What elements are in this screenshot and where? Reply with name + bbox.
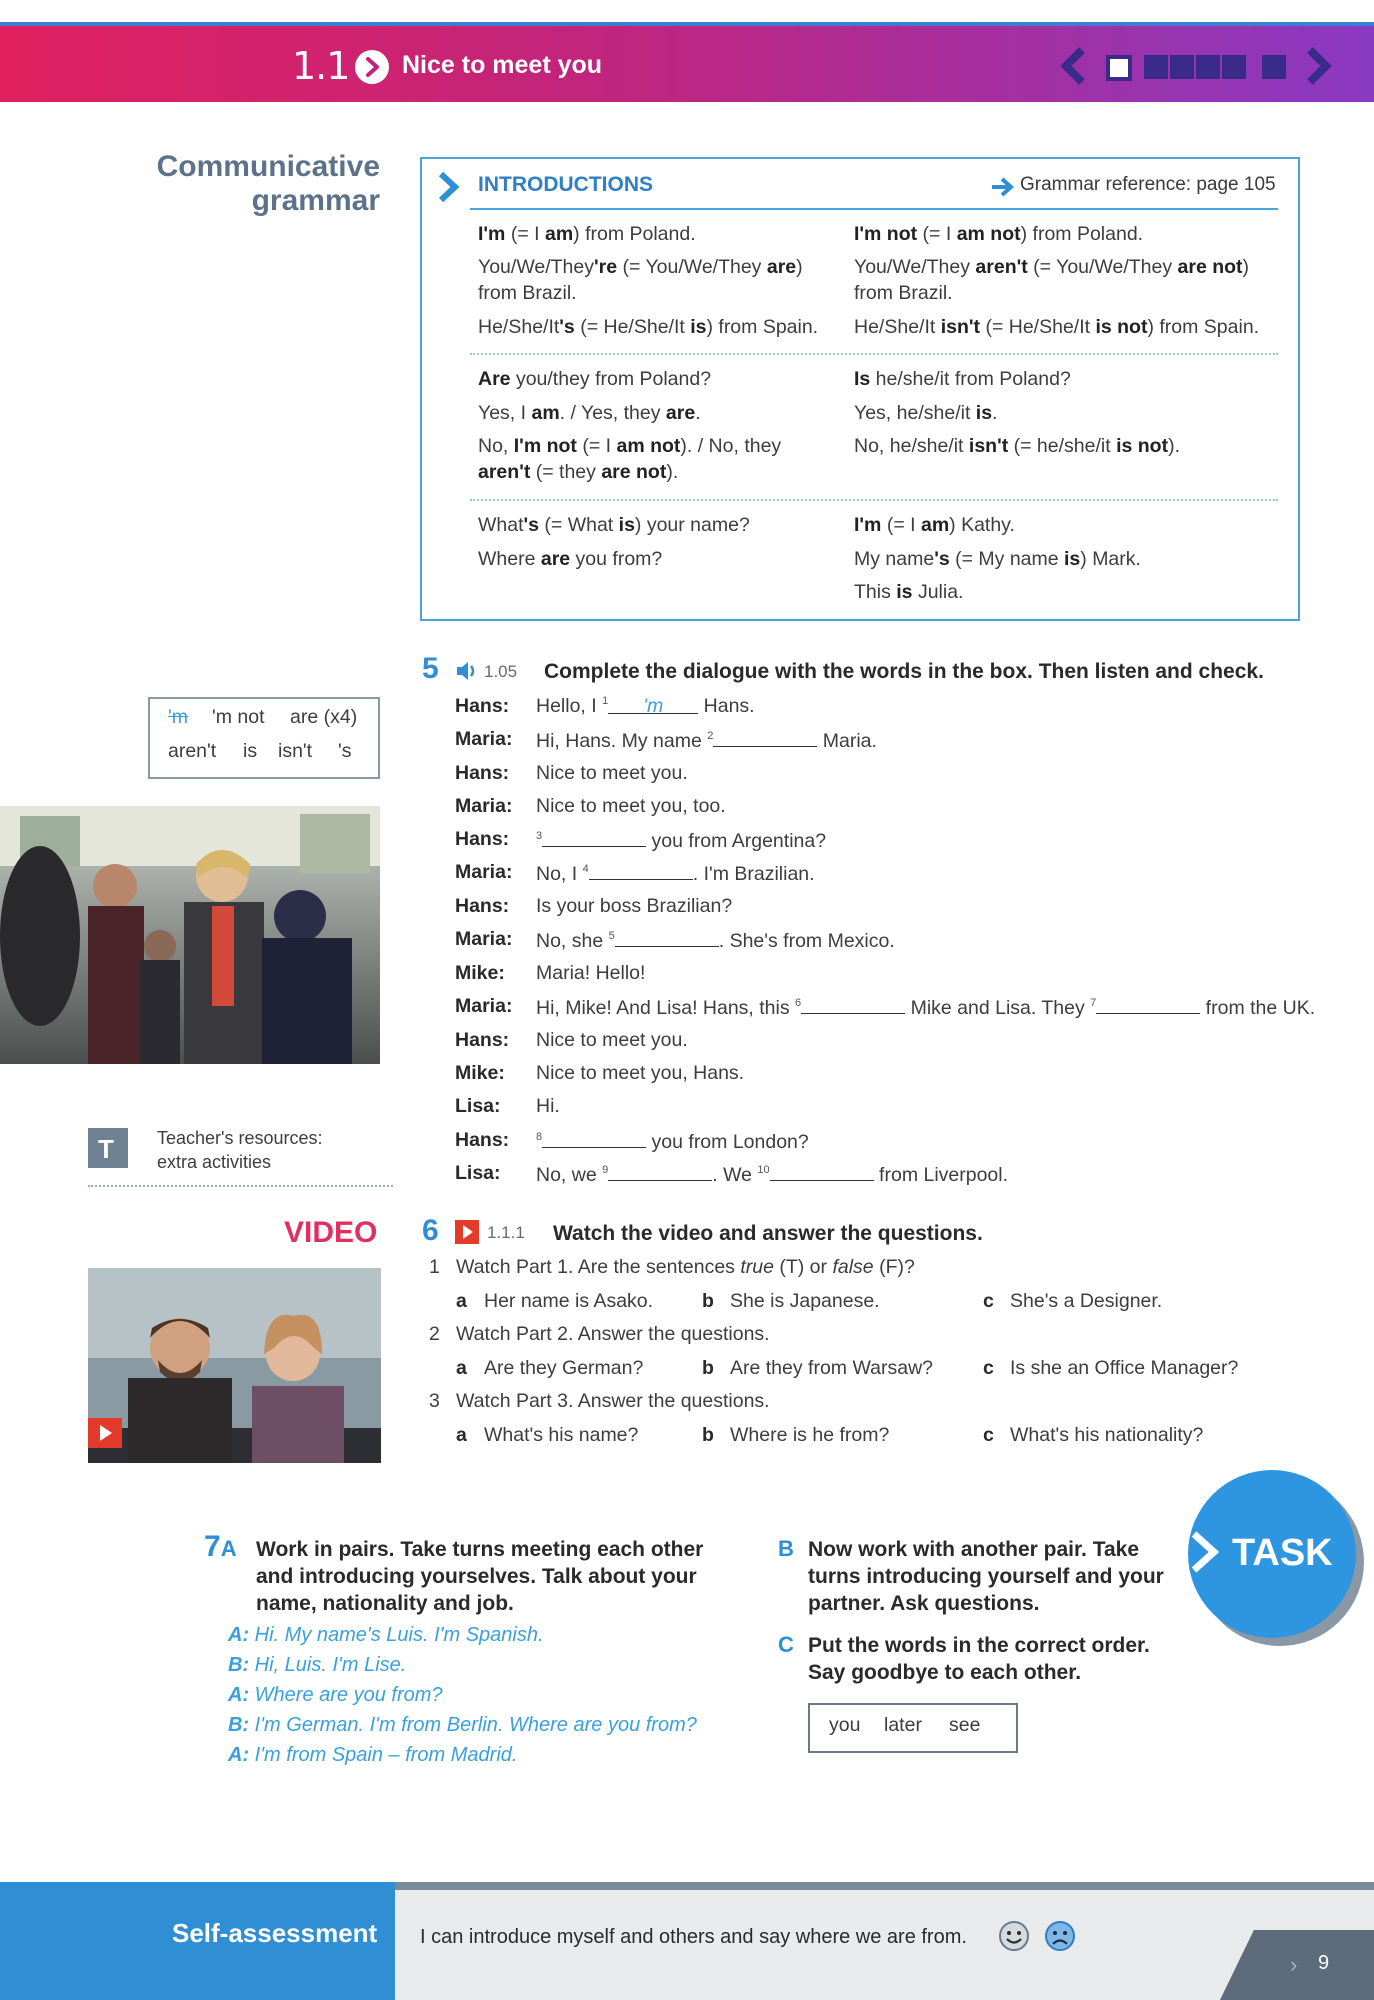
dialogue-speaker: Hans: [455, 895, 510, 917]
exercise-number [204, 1530, 237, 1564]
question-text: Watch Part 2. Answer the questions. [456, 1323, 770, 1345]
grammar-line: Where are you from? [478, 548, 663, 570]
word-box-item-used: 'm [168, 706, 188, 728]
arrow-right-icon [990, 176, 1016, 203]
exercise-7b-instruction: Now work with another pair. Take turns introducing yourself and your partner. Ask questions. [808, 1538, 1164, 1615]
exercise-instruction: Complete the dialogue with the words in the box. Then listen and check. [544, 660, 1264, 683]
item-letter: b [702, 1357, 714, 1379]
dialogue-speaker: Maria: [455, 861, 513, 883]
item-letter: a [456, 1424, 467, 1446]
grammar-line: I'm (= I am) Kathy. [854, 514, 1015, 536]
dialogue-line: Nice to meet you, too. [536, 795, 726, 817]
chevron-right-icon [436, 170, 464, 209]
word-order-item: you [829, 1714, 861, 1736]
dialogue-line: No, we $^9$ . We $^{10}$ from Liverpool. [536, 1164, 1009, 1186]
dialogue-speaker: Hans: [455, 1029, 510, 1051]
dialogue-line: $^3$ you from Argentina? [536, 830, 827, 852]
lesson-progress-step[interactable] [1262, 55, 1286, 79]
grammar-line: What's (= What is) your name? [478, 514, 750, 536]
lesson-progress-step[interactable] [1144, 55, 1168, 79]
grammar-line: Is he/she/it from Poland? [854, 368, 1071, 390]
grammar-line: I'm not (= I am not) from Poland. [854, 223, 1144, 245]
item-text: She's a Designer. [1010, 1290, 1163, 1312]
dialogue-speaker: Lisa: [455, 1095, 501, 1117]
video-label: VIDEO [284, 1216, 378, 1249]
lesson-progress-current[interactable] [1106, 55, 1132, 81]
teacher-resources-icon[interactable] [88, 1128, 128, 1168]
word-order-item: see [949, 1714, 981, 1736]
chevron-right-icon[interactable]: › [1290, 1952, 1298, 1977]
word-box-item: 's [338, 740, 352, 762]
footer-top-line [395, 1882, 1374, 1890]
grammar-reference-link[interactable]: Grammar reference: page 105 [1020, 174, 1276, 195]
dialogue-line: No, I $^4$ . I'm Brazilian. [536, 863, 815, 885]
grammar-line: You/We/They aren't (= You/We/They are not) from Brazil. [854, 256, 1250, 304]
model-text: I'm from Spain – from Madrid. [254, 1744, 518, 1766]
item-letter: c [983, 1290, 994, 1312]
word-box-item: is [243, 740, 258, 762]
dialogue-speaker: Hans: [455, 1129, 510, 1151]
lesson-number: 1.1 [292, 44, 350, 88]
office-people-photo [0, 806, 380, 1064]
grammar-line: Are you/they from Poland? [478, 368, 712, 390]
audio-icon[interactable] [454, 658, 480, 689]
task-badge-label: TASK [1232, 1532, 1333, 1574]
grammar-line: Yes, I am. / Yes, they are. [478, 402, 701, 424]
item-letter: c [983, 1424, 994, 1446]
dialogue-line: Maria! Hello! [536, 962, 646, 984]
item-text: Are they German? [484, 1357, 644, 1379]
exercise-number: 5 [422, 652, 439, 685]
header-top-line [0, 22, 1374, 26]
grammar-line: No, he/she/it isn't (= he/she/it is not). [854, 435, 1180, 457]
item-letter: a [456, 1290, 467, 1312]
dialogue-speaker: Maria: [455, 995, 513, 1017]
chevron-right-icon [1188, 1530, 1222, 1579]
frown-icon[interactable] [1044, 1920, 1076, 1957]
grammar-line: My name's (= My name is) Mark. [854, 548, 1141, 570]
question-number: 2 [429, 1323, 440, 1345]
item-letter: a [456, 1357, 467, 1379]
word-box-item: aren't [168, 740, 217, 762]
item-text: What's his nationality? [1010, 1424, 1204, 1446]
lesson-title: Nice to meet you [402, 51, 603, 79]
grammar-box-title: INTRODUCTIONS [478, 173, 653, 196]
dialogue-speaker: Mike: [455, 962, 505, 984]
chevron-right-icon [355, 50, 389, 84]
svg-text:T: T [98, 1134, 114, 1164]
word-box-item: isn't [278, 740, 313, 762]
dialogue-line: Hi, Hans. My name $^2$ Maria. [536, 730, 877, 752]
dialogue-line: Nice to meet you. [536, 762, 688, 784]
video-play-icon[interactable] [88, 1418, 122, 1448]
model-text: Where are you from? [254, 1684, 443, 1706]
item-text: Is she an Office Manager? [1010, 1357, 1239, 1379]
grammar-line: You/We/They're (= You/We/They are) from Brazil. [478, 256, 803, 304]
dotted-divider [470, 353, 1278, 355]
dialogue-speaker: Hans: [455, 695, 510, 717]
dialogue-line: Hi. [536, 1095, 560, 1117]
question-text: Watch Part 3. Answer the questions. [456, 1390, 770, 1412]
dialogue-speaker: Hans: [455, 828, 510, 850]
dialogue-line: Nice to meet you, Hans. [536, 1062, 745, 1084]
self-assessment-label: Self-assessment [172, 1918, 378, 1948]
item-letter: b [702, 1424, 714, 1446]
dotted-divider [470, 499, 1278, 501]
dialogue-speaker: Maria: [455, 728, 513, 750]
exercise-number-digit: 7 [204, 1530, 221, 1563]
self-assessment-statement: I can introduce myself and others and say where we are from. [420, 1926, 967, 1948]
item-text: She is Japanese. [730, 1290, 880, 1312]
video-clip-number: 1.1.1 [487, 1223, 525, 1242]
model-dialogue-line [228, 1744, 517, 1767]
nav-prev-icon[interactable] [1058, 46, 1088, 91]
audio-track-number: 1.05 [484, 662, 518, 681]
teacher-resources-label[interactable]: Teacher's resources: extra activities [157, 1128, 323, 1172]
model-speaker: A: [228, 1684, 250, 1706]
grammar-line: I'm (= I am) from Poland. [478, 223, 696, 245]
lesson-progress-step[interactable] [1222, 55, 1246, 79]
dialogue-speaker: Lisa: [455, 1162, 501, 1184]
question-number: 1 [429, 1256, 440, 1278]
item-text: Are they from Warsaw? [730, 1357, 933, 1379]
model-text: Hi, Luis. I'm Lise. [254, 1654, 407, 1676]
nav-next-icon[interactable] [1304, 46, 1334, 91]
section-title: Communicative grammar [156, 150, 380, 217]
word-box-item: are (x4) [290, 706, 358, 728]
smile-icon[interactable] [998, 1920, 1030, 1957]
model-text: I'm German. I'm from Berlin. Where are you from? [254, 1714, 697, 1736]
exercise-instruction: Watch the video and answer the questions. [553, 1222, 983, 1245]
exercise-number: 6 [422, 1214, 439, 1247]
exercise-7c-instruction: Put the words in the correct order. Say goodbye to each other. [808, 1634, 1150, 1684]
dialogue-speaker: Hans: [455, 762, 510, 784]
grammar-line: This is Julia. [854, 581, 964, 603]
item-text: Her name is Asako. [484, 1290, 654, 1312]
word-order-item: later [884, 1714, 922, 1736]
dialogue-line: Hi, Mike! And Lisa! Hans, this $^6$ Mike and Lisa. They $^7$ from the UK. [536, 997, 1316, 1019]
question-text: Watch Part 1. Are the sentences true (T) or false (F)? [456, 1256, 915, 1278]
exercise-7a-instruction: Work in pairs. Take turns meeting each other and introducing yourselves. Talk about your name, nationality and job. [256, 1538, 704, 1615]
dialogue-line: Is your boss Brazilian? [536, 895, 733, 917]
model-speaker: A: [228, 1744, 250, 1766]
dialogue-line: Nice to meet you. [536, 1029, 688, 1051]
word-box-item: 'm not [212, 706, 265, 728]
model-dialogue-line [228, 1684, 443, 1707]
model-text: Hi. My name's Luis. I'm Spanish. [254, 1624, 544, 1646]
dialogue-speaker: Maria: [455, 795, 513, 817]
video-play-icon[interactable] [455, 1220, 479, 1244]
dialogue-speaker: Mike: [455, 1062, 505, 1084]
item-letter: b [702, 1290, 714, 1312]
dialogue-speaker: Maria: [455, 928, 513, 950]
exercise-part-letter: B [778, 1536, 794, 1561]
grammar-line: No, I'm not (= I am not). / No, they aren't (= they are not). [478, 435, 782, 483]
model-dialogue-line [228, 1714, 697, 1737]
dotted-divider [88, 1185, 393, 1187]
exercise-part-letter: C [778, 1632, 794, 1657]
divider [470, 208, 1278, 210]
lesson-progress-step[interactable] [1170, 55, 1194, 79]
exercise-part-letter: A [220, 1536, 237, 1561]
dialogue-line: $^8$ you from London? [536, 1131, 809, 1153]
page-number: 9 [1318, 1952, 1330, 1974]
model-speaker: A: [228, 1624, 250, 1646]
model-speaker: B: [228, 1714, 250, 1736]
item-letter: c [983, 1357, 994, 1379]
video-thumbnail[interactable] [88, 1268, 381, 1463]
dialogue-line: Hello, I $^1$ 'm Hans. [536, 695, 755, 717]
model-dialogue-line [228, 1624, 544, 1647]
item-text: Where is he from? [730, 1424, 890, 1446]
grammar-line: He/She/It isn't (= He/She/It is not) from Spain. [854, 316, 1260, 338]
model-dialogue-line [228, 1654, 406, 1677]
grammar-line: Yes, he/she/it is. [854, 402, 998, 424]
dialogue-line: No, she $^5$ . She's from Mexico. [536, 930, 895, 952]
model-speaker: B: [228, 1654, 250, 1676]
question-number: 3 [429, 1390, 440, 1412]
lesson-progress-step[interactable] [1196, 55, 1220, 79]
item-text: What's his name? [484, 1424, 639, 1446]
grammar-line: He/She/It's (= He/She/It is) from Spain. [478, 316, 819, 338]
